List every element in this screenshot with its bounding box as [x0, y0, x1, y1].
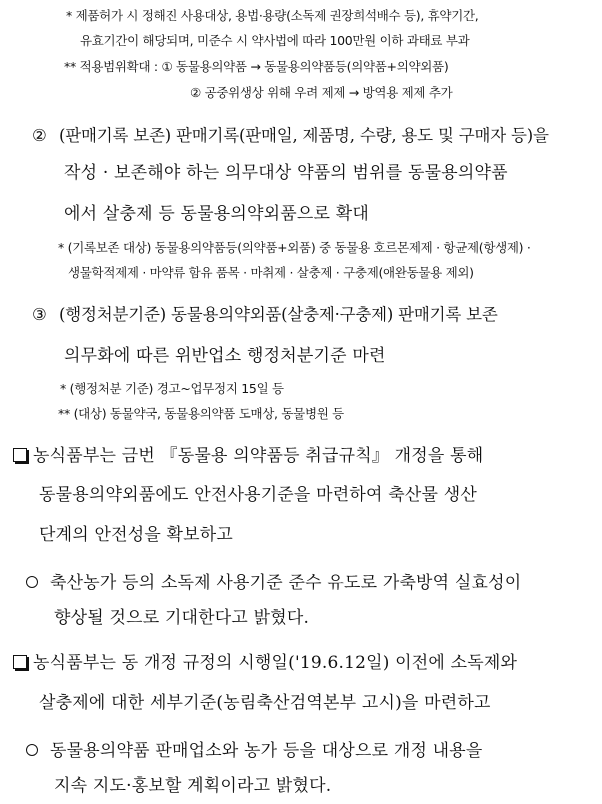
- circle-2-line-1: 동물용의약품 판매업소와 농가 등을 대상으로 개정 내용을: [50, 741, 483, 761]
- item-3-note-2: ** (대상) 동물약국, 동물용의약품 도매상, 동물병원 등: [58, 406, 344, 421]
- item-3-admin-disposition: [32, 301, 498, 325]
- paragraph-ministry-revision: [13, 441, 483, 466]
- block-2-line-2: 살충제에 대한 세부기준(농림축산검역본부 고시)을 마련하고: [39, 693, 491, 713]
- paragraph-guidance-plan: [26, 736, 483, 761]
- item-2-sales-record: [32, 122, 549, 146]
- item-2-note-1: * (기록보존 대상) 동물용의약품등(의약품+외품) 중 동물용 호르몬제제 · 항균제(항생제) ·: [58, 240, 531, 255]
- checkbox-square-icon: [13, 448, 27, 462]
- item-2-line-1: (판매기록 보존) 판매기록(판매일, 제품명, 수량, 용도 및 구매자 등)을: [59, 126, 549, 145]
- circle-bullet-icon: [26, 744, 38, 756]
- item-2-note-2: 생물학적제제 · 마약류 함유 품목 · 마취제 · 살충제 · 구충제(애완동물용 제외): [68, 265, 474, 280]
- paragraph-detailed-standards: [13, 648, 517, 673]
- circle-2-line-2: 지속 지도·홍보할 계획이라고 밝혔다.: [54, 776, 332, 796]
- note-product-permit: * 제품허가 시 정해진 사용대상, 용법·용량(소독제 권장희석배수 등), 휴약기간,: [66, 8, 479, 23]
- block-1-line-3: 단계의 안전성을 확보하고: [39, 525, 234, 545]
- item-2-number: ②: [32, 126, 47, 145]
- item-3-line-1: (행정처분기준) 동물용의약외품(살충제·구충제) 판매기록 보존: [59, 305, 498, 324]
- paragraph-expected-effect: [26, 568, 521, 593]
- block-1-line-1: 농식품부는 금번 『동물용 의약품등 취급규칙』 개정을 통해: [33, 446, 484, 466]
- item-3-note-1: * (행정처분 기준) 경고~업무정지 15일 등: [60, 381, 284, 396]
- note-scope-expansion: ** 적용범위확대 : ① 동물용의약품 → 동물용의약품등(의약품+의약외품): [64, 59, 449, 74]
- circle-bullet-icon: [26, 576, 38, 588]
- item-2-line-3: 에서 살충제 등 동물용의약외품으로 확대: [64, 204, 369, 224]
- note-scope-expansion-2: ② 공중위생상 위해 우려 제제 → 방역용 제제 추가: [190, 85, 453, 100]
- block-2-line-1: 농식품부는 동 개정 규정의 시행일('19.6.12일) 이전에 소독제와: [33, 653, 518, 673]
- note-product-permit-cont: 유효기간이 해당되며, 미준수 시 약사법에 따라 100만원 이하 과태료 부과: [80, 33, 470, 48]
- checkbox-square-icon: [13, 655, 27, 669]
- circle-1-line-1: 축산농가 등의 소독제 사용기준 준수 유도로 가축방역 실효성이: [50, 573, 522, 593]
- item-3-number: ③: [32, 305, 47, 324]
- block-1-line-2: 동물용의약외품에도 안전사용기준을 마련하여 축산물 생산: [39, 485, 477, 505]
- item-2-line-2: 작성 · 보존해야 하는 의무대상 약품의 범위를 동물용의약품: [64, 163, 508, 183]
- circle-1-line-2: 향상될 것으로 기대한다고 밝혔다.: [54, 608, 310, 628]
- item-3-line-2: 의무화에 따른 위반업소 행정처분기준 마련: [64, 346, 386, 366]
